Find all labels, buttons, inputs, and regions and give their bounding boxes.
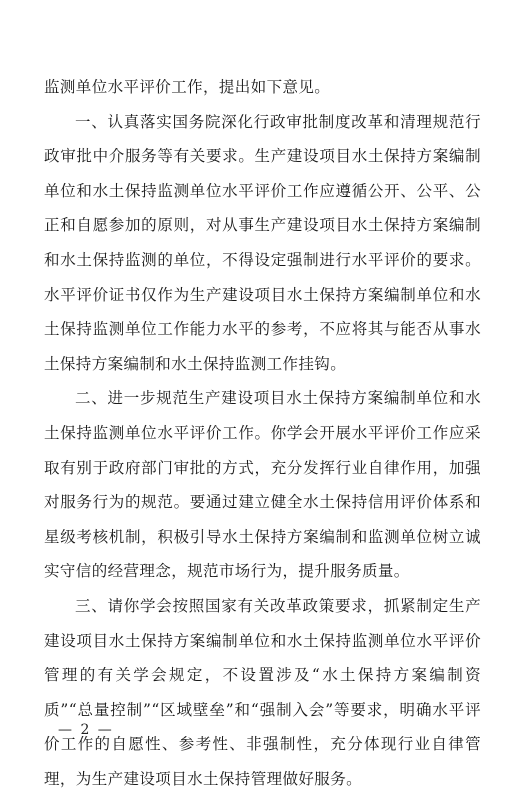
paragraph-intro: 监测单位水平评价工作，提出如下意见。 xyxy=(44,78,331,96)
paragraph-item-3: 三、请你学会按照国家有关改革政策要求，抓紧制定生产建设项目水土保持方案编制单位和水土保持监测单位水平评价管理的有关学会规定，不设置涉及“水土保持方案编制资质”“总量控制”“区域壁垒”和“强制入会”等要求，明确水平评价工作的自愿性、参考性、非强制性，充分体现行业自律管理，为生产建设项目水土保持管理做好服务。 xyxy=(44,596,481,788)
paragraph-item-2: 二、进一步规范生产建设项目水土保持方案编制单位和水土保持监测单位水平评价工作。你学会开展水平评价工作应采取有别于政府部门审批的方式，充分发挥行业自律作用，加强对服务行为的规范。要通过建立健全水土保持信用评价体系和星级考核机制，积极引导水土保持方案编制和监测单位树立诚实守信的经营理念，规范市场行为，提升服务质量。 xyxy=(44,389,481,581)
paragraph-item-1: 一、认真落实国务院深化行政审批制度改革和清理规范行政审批中介服务等有关要求。生产建设项目水土保持方案编制单位和水土保持监测单位水平评价工作应遵循公开、公平、公正和自愿参加的原则，对从事生产建设项目水土保持方案编制和水土保持监测的单位，不得设定强制进行水平评价的要求。水平评价证书仅作为生产建设项目水土保持方案编制单位和水土保持监测单位工作能力水平的参考，不应将其与能否从事水土保持方案编制和水土保持监测工作挂钩。 xyxy=(44,112,481,373)
body-text xyxy=(44,70,481,796)
page-number: — 2 — xyxy=(58,722,114,738)
